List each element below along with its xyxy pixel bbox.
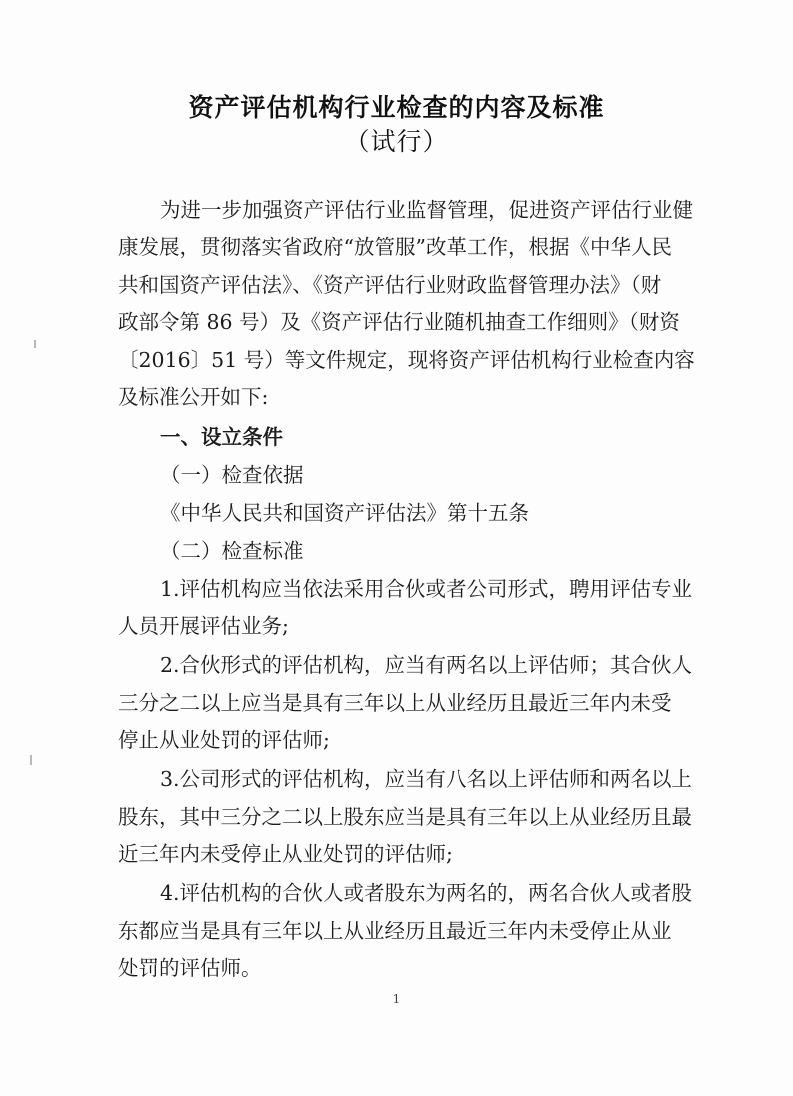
item-line: 停止从业处罚的评估师;	[118, 728, 330, 752]
intro-line: 为进一步加强资产评估行业监督管理，促进资产评估行业健	[160, 198, 693, 222]
item-line: 2.合伙形式的评估机构，应当有两名以上评估师；其合伙人	[160, 653, 693, 677]
scan-mark	[34, 340, 36, 348]
intro-line: 〔2016〕51 号）等文件规定，现将资产评估机构行业检查内容	[118, 348, 695, 372]
scan-mark	[30, 755, 32, 765]
intro-line: 政部令第 86 号）及《资产评估行业随机抽查工作细则》（财资	[118, 310, 680, 334]
intro-line: 及标准公开如下:	[118, 385, 269, 409]
item-line: 近三年内未受停止从业处罚的评估师;	[118, 842, 453, 866]
basis-text: 《中华人民共和国资产评估法》第十五条	[160, 501, 529, 525]
intro-line: 共和国资产评估法》、《资产评估行业财政监督管理办法》（财	[118, 273, 662, 297]
item-line: 股东，其中三分之二以上股东应当是具有三年以上从业经历且最	[118, 805, 692, 829]
subsection-heading: （一）检查依据	[160, 463, 304, 487]
item-line: 1.评估机构应当依法采用合伙或者公司形式，聘用评估专业	[160, 577, 693, 601]
subsection-heading: （二）检查标准	[160, 539, 304, 563]
item-line: 处罚的评估师。	[118, 956, 262, 980]
document-title: 资产评估机构行业检查的内容及标准	[188, 93, 605, 122]
item-line: 3.公司形式的评估机构，应当有八名以上评估师和两名以上	[160, 767, 693, 791]
intro-line: 康发展，贯彻落实省政府“放管服”改革工作，根据《中华人民	[118, 235, 672, 259]
item-line: 人员开展评估业务;	[118, 614, 289, 638]
document-subtitle: （试行）	[344, 127, 449, 156]
item-line: 东都应当是具有三年以上从业经历且最近三年内未受停止从业	[118, 919, 672, 943]
page-number: 1	[392, 992, 401, 1006]
item-line: 三分之二以上应当是具有三年以上从业经历且最近三年内未受	[118, 691, 672, 715]
section-heading: 一、设立条件	[160, 425, 283, 449]
item-line: 4.评估机构的合伙人或者股东为两名的，两名合伙人或者股	[160, 881, 693, 905]
